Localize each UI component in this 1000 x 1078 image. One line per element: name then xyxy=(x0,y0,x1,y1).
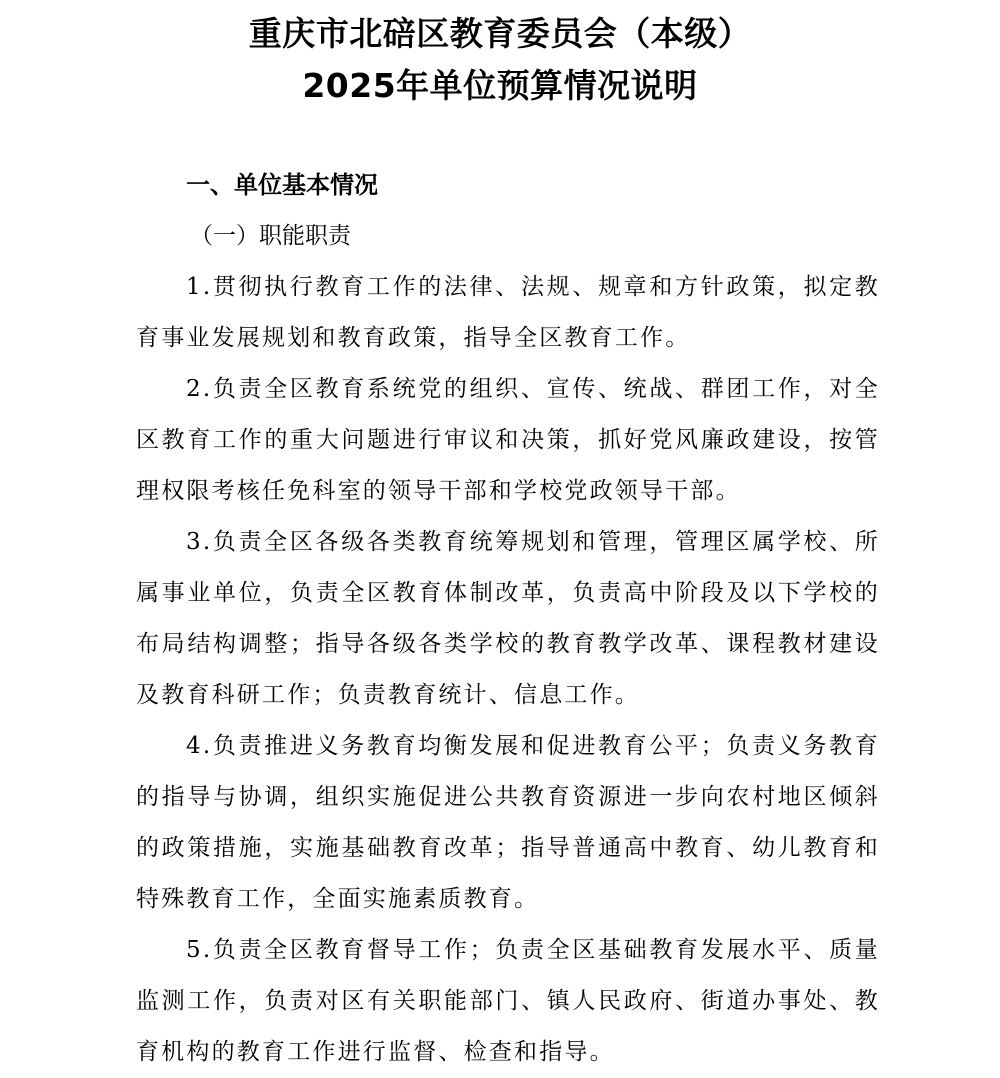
duty-paragraph-4: 4.负责推进义务教育均衡发展和促进教育公平；负责义务教育的指导与协调，组织实施促进公共教育资源进一步向农村地区倾斜的政策措施，实施基础教育改革；指导普通高中教育、幼儿教育和特殊教育工作，全面实施素质教育。 xyxy=(136,733,880,912)
document-title-line-1: 重庆市北碚区教育委员会（本级） xyxy=(248,14,752,53)
document-title xyxy=(0,8,1000,112)
duty-paragraph-3: 3.负责全区各级各类教育统筹规划和管理，管理区属学校、所属事业单位，负责全区教育体制改革，负责高中阶段及以下学校的布局结构调整；指导各级各类学校的教育教学改革、课程教材建设及教育科研工作；负责教育统计、信息工作。 xyxy=(136,529,880,708)
duty-paragraph-5: 5.负责全区教育督导工作；负责全区基础教育发展水平、质量监测工作，负责对区有关职能部门、镇人民政府、街道办事处、教育机构的教育工作进行监督、检查和指导。 xyxy=(136,937,880,1065)
document-body xyxy=(136,160,880,1078)
subsection-heading-duties: （一）职能职责 xyxy=(190,223,351,249)
section-heading-basic-info: 一、单位基本情况 xyxy=(186,171,378,199)
duty-paragraph-2: 2.负责全区教育系统党的组织、宣传、统战、群团工作，对全区教育工作的重大问题进行审议和决策，抓好党风廉政建设，按管理权限考核任免科室的领导干部和学校党政领导干部。 xyxy=(136,376,880,504)
duty-paragraph-1: 1.贯彻执行教育工作的法律、法规、规章和方针政策，拟定教育事业发展规划和教育政策，指导全区教育工作。 xyxy=(136,274,880,351)
document-title-line-2: 2025年单位预算情况说明 xyxy=(302,66,698,105)
